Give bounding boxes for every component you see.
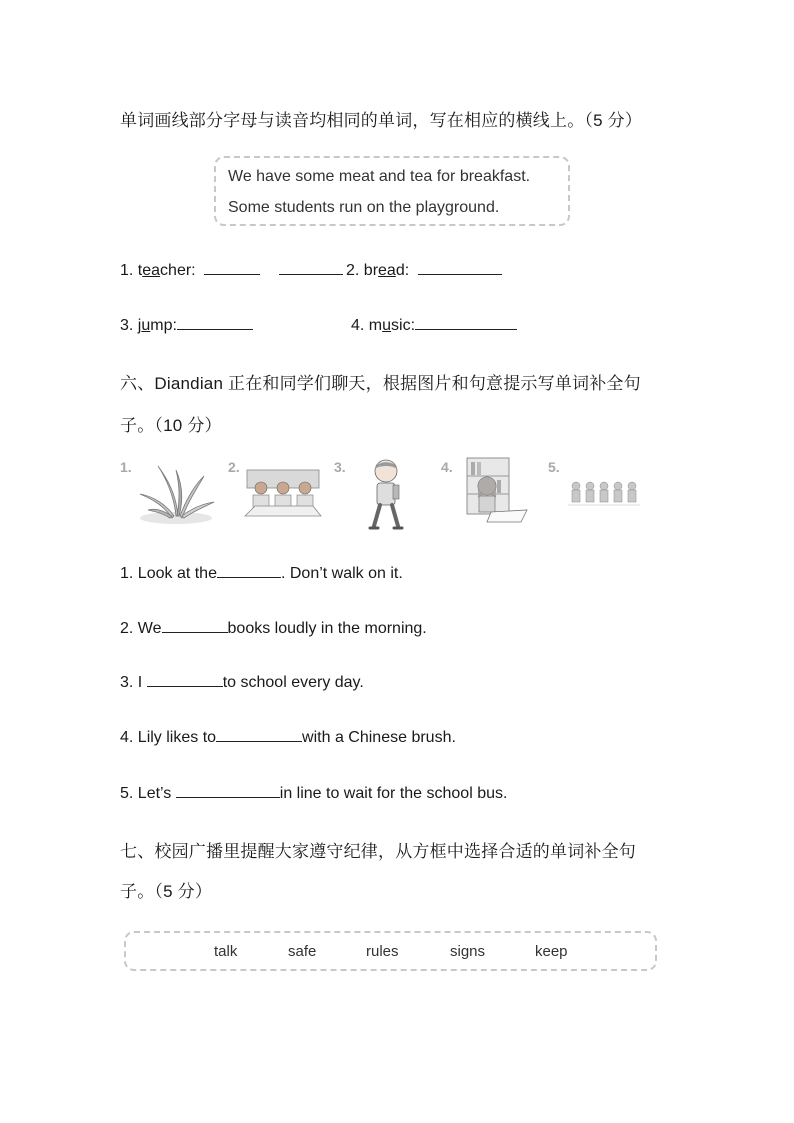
picture-label-2: 2. bbox=[228, 459, 240, 475]
answer-blank[interactable] bbox=[415, 315, 517, 330]
walking-boy-picture bbox=[364, 458, 408, 534]
sentence-5: 5. Let’s in line to wait for the school bus. bbox=[120, 785, 508, 802]
grass-picture bbox=[136, 460, 216, 526]
answer-blank[interactable] bbox=[177, 315, 253, 330]
picture-label-1: 1. bbox=[120, 459, 132, 475]
box-sentence-1: We have some meat and tea for breakfast. bbox=[228, 168, 531, 185]
word-bank-item: safe bbox=[288, 943, 317, 960]
answer-blank[interactable] bbox=[147, 672, 223, 687]
sentence-4: 4. Lily likes to with a Chinese brush. bbox=[120, 729, 456, 746]
answer-blank[interactable] bbox=[176, 783, 280, 798]
word-bank-item: signs bbox=[450, 943, 486, 960]
section6-instruction-line1: 六、Diandian 正在和同学们聊天，根据图片和句意提示写单词补全句 bbox=[120, 374, 641, 393]
section7-instruction-line2: 子。（5 分） bbox=[120, 882, 213, 901]
picture-label-4: 4. bbox=[441, 459, 453, 475]
phonics-item-3: 3. jump: bbox=[120, 315, 253, 335]
phonics-item-1: 1. teacher: bbox=[120, 260, 343, 280]
answer-blank[interactable] bbox=[418, 260, 502, 275]
word-bank-item: keep bbox=[535, 943, 568, 960]
answer-blank[interactable] bbox=[162, 618, 228, 633]
picture-label-5: 5. bbox=[548, 459, 560, 475]
queue-picture bbox=[566, 478, 642, 508]
picture-label-3: 3. bbox=[334, 459, 346, 475]
sentence-3: 3. I to school every day. bbox=[120, 674, 364, 691]
girl-writing-picture bbox=[463, 456, 533, 526]
sentence-1: 1. Look at the . Don’t walk on it. bbox=[120, 565, 403, 582]
phonics-item-4: 4. music: bbox=[351, 315, 517, 335]
reading-students-picture bbox=[243, 466, 323, 522]
section7-instruction-line1: 七、校园广播里提醒大家遵守纪律，从方框中选择合适的单词补全句 bbox=[120, 842, 636, 861]
sentence-box bbox=[214, 156, 570, 226]
section5-instruction: 单词画线部分字母与读音均相同的单词，写在相应的横线上。（5 分） bbox=[120, 111, 643, 130]
answer-blank[interactable] bbox=[216, 727, 302, 742]
answer-blank[interactable] bbox=[217, 563, 281, 578]
word-bank-box bbox=[124, 931, 657, 971]
word-bank-item: talk bbox=[214, 943, 238, 960]
section6-instruction-line2: 子。（10 分） bbox=[120, 416, 222, 435]
answer-blank[interactable] bbox=[204, 260, 260, 275]
phonics-item-2: 2. bread: bbox=[346, 260, 502, 280]
sentence-2: 2. We books loudly in the morning. bbox=[120, 620, 427, 637]
answer-blank[interactable] bbox=[279, 260, 343, 275]
box-sentence-2: Some students run on the playground. bbox=[228, 199, 500, 216]
word-bank-item: rules bbox=[366, 943, 399, 960]
